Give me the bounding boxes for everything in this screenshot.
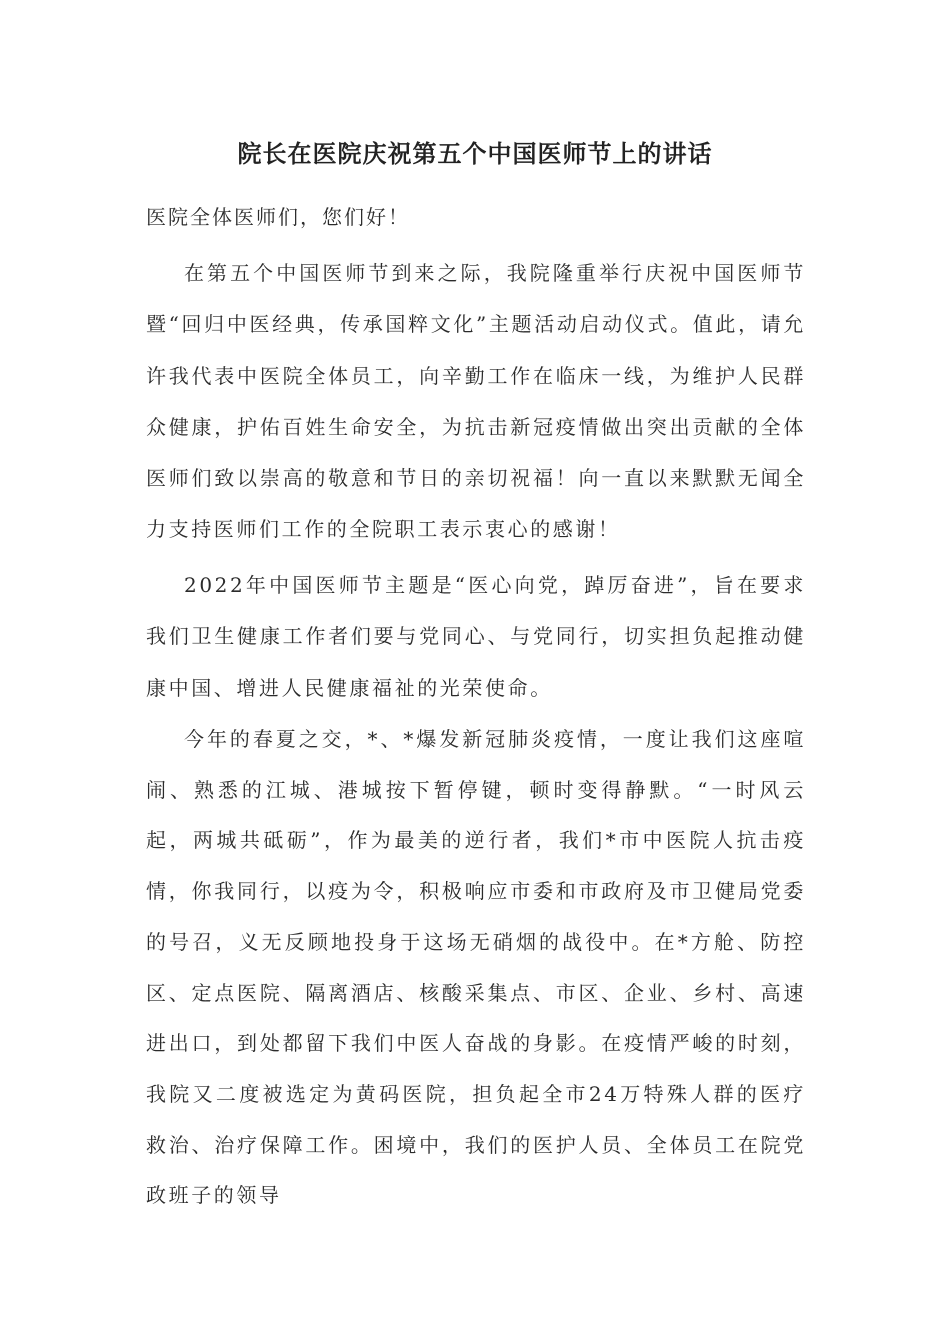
greeting: 医院全体医师们，您们好！	[146, 205, 410, 229]
paragraph-1: 在第五个中国医师节到来之际，我院隆重举行庆祝中国医师节暨“回归中医经典，传承国粹文化”主题活动启动仪式。值此，请允许我代表中医院全体员工，向辛勤工作在临床一线，为维护人民群众健康，护佑百姓生命安全，为抗击新冠疫情做出突出贡献的全体医师们致以崇高的敬意和节日的亲切祝福！向一直以来默默无闻全力支持医师们工作的全院职工表示衷心的感谢！	[146, 261, 806, 542]
document-title: 院长在医院庆祝第五个中国医师节上的讲话	[237, 139, 713, 168]
paragraph-3: 今年的春夏之交，*、*爆发新冠肺炎疫情，一度让我们这座喧闹、熟悉的江城、港城按下暂停键，顿时变得静默。“一时风云起，两城共砥砺”，作为最美的逆行者，我们*市中医院人抗击疫情，你我同行，以疫为令，积极响应市委和市政府及市卫健局党委的号召，义无反顾地投身于这场无硝烟的战役中。在*方舱、防控区、定点医院、隔离酒店、核酸采集点、市区、企业、乡村、高速进出口，到处都留下我们中医人奋战的身影。在疫情严峻的时刻，我院又二度被选定为黄码医院，担负起全市24万特殊人群的医疗救治、治疗保障工作。困境中，我们的医护人员、全体员工在院党政班子的领导	[146, 727, 806, 1208]
paragraph-2: 2022年中国医师节主题是“医心向党，踔厉奋进”，旨在要求我们卫生健康工作者们要与党同心、与党同行，切实担负起推动健康中国、增进人民健康福祉的光荣使命。	[146, 573, 806, 700]
